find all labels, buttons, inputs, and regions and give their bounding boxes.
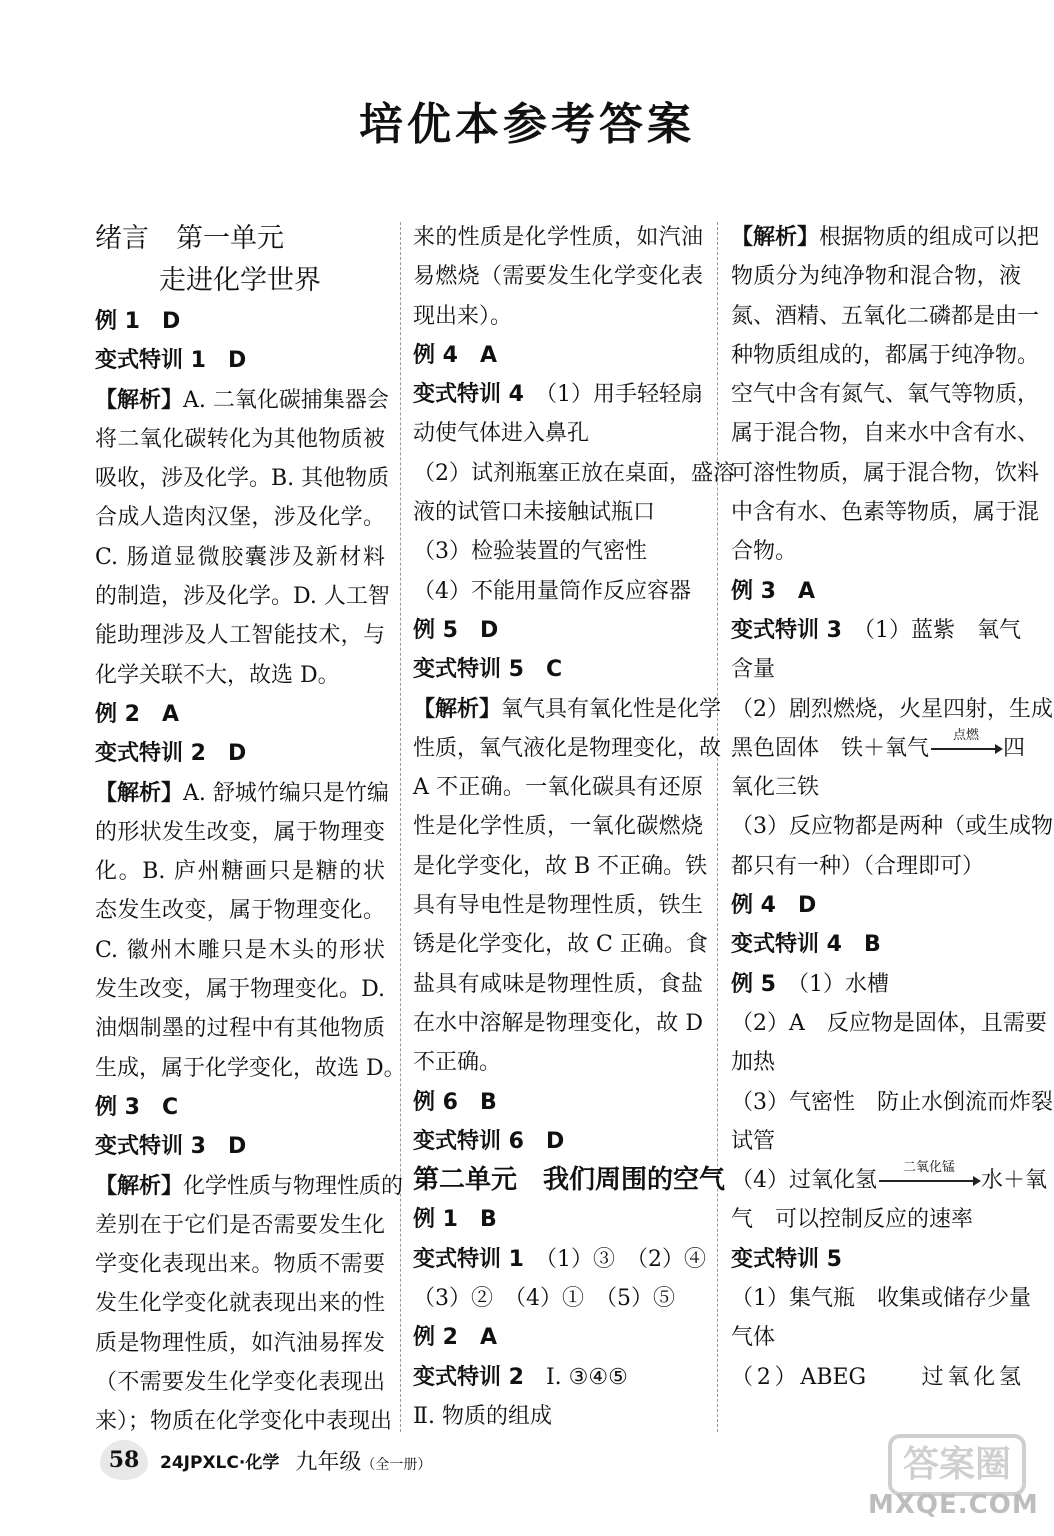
answer-line [95, 459, 390, 498]
book-code: 24JPXLC·化学 [160, 1452, 280, 1473]
answer-text: 例 3 C [95, 1094, 179, 1120]
answer-text: 化学关联不大，故选 D。 [95, 662, 340, 688]
answer-line [95, 1206, 385, 1245]
answer-line [95, 970, 385, 1009]
answer-text: Ⅰ. ③④⑤ [523, 1364, 628, 1390]
answer-line [95, 891, 385, 930]
answer-line [413, 690, 722, 729]
answer-text: 易燃烧（需要发生化学变化表 [413, 264, 703, 290]
answer-text: 发生改变，属于物理变化。D. [95, 977, 385, 1003]
answer-tag: 【解析】 [731, 225, 820, 250]
answer-text: 例 2 A [95, 701, 179, 727]
answer-text: 在水中溶解是物理变化，故 D [413, 1010, 703, 1036]
answer-text: 变式特训 1 D [95, 348, 247, 374]
answer-text: 例 6 B [413, 1089, 497, 1115]
answer-text: 来）；物质在化学变化中表现出 [95, 1409, 393, 1435]
column-divider [717, 222, 718, 1432]
answer-line [731, 925, 1021, 964]
answer-line [731, 1160, 1048, 1200]
answer-line [413, 257, 703, 296]
answer-text: 例 4 A [413, 342, 497, 368]
answer-text: 氮、酒精、五氧化二磷都是由一 [731, 303, 1040, 329]
answer-line [413, 414, 703, 453]
reaction-condition: 点燃 [953, 727, 980, 743]
answer-text: 化。B. 庐州糖画只是糖的状 [95, 859, 385, 885]
answer-text: 变式特训 5 C [413, 657, 563, 683]
answer-text: （2）ABEG 过氧化氢 [731, 1364, 1021, 1390]
answer-text: 含量 [731, 657, 776, 683]
answer-line [731, 375, 1040, 414]
answer-line [95, 1127, 385, 1166]
answer-text: 学变化表现出来。物质不需要 [95, 1252, 385, 1278]
answer-line [731, 454, 1040, 493]
answer-column-3 [731, 218, 1053, 1397]
answer-text: （3）反应物都是两种（或生成物 [731, 814, 1053, 840]
answer-tag: 变式特训 3 [731, 617, 842, 643]
answer-text: （3）气密性 防止水倒流而炸裂 [731, 1089, 1053, 1115]
answer-line [731, 768, 1021, 807]
answer-line [413, 1358, 703, 1397]
answer-text: （4）不能用量筒作反应容器 [413, 578, 691, 604]
answer-text: 差别在于它们是否需要发生化 [95, 1212, 385, 1238]
answer-text: Ⅱ. 物质的组成 [413, 1403, 552, 1429]
answer-text: 盐具有咸味是物理性质，食盐 [413, 971, 703, 997]
answer-line [731, 886, 1021, 925]
answer-text: 的制造，涉及化学。D. 人工智 [95, 584, 390, 610]
answer-line [95, 616, 385, 655]
answer-line [413, 218, 703, 257]
answer-text: 可溶性物质，属于混合物，饮料 [731, 460, 1040, 486]
page-title: 培优本参考答案 [359, 99, 695, 150]
answer-text: （2）A 反应物是固体，且需要 [731, 1010, 1047, 1036]
answer-line [413, 1083, 703, 1122]
answer-line [413, 336, 703, 375]
answer-line [95, 341, 385, 380]
answer-text: 物质分为纯净物和混合物，液 [731, 264, 1021, 290]
answer-line [731, 218, 1040, 257]
answer-text: 例 1 B [413, 1207, 497, 1233]
answer-text: 生成，属于化学变化，故选 D。 [95, 1055, 406, 1081]
answer-text: 气体 [731, 1325, 776, 1351]
answer-text: 将二氧化碳转化为其他物质被 [95, 426, 385, 452]
answer-line [413, 886, 703, 925]
answer-line [731, 297, 1040, 336]
answer-line [413, 1279, 703, 1318]
answer-line [731, 1240, 1021, 1279]
answer-text: C. 肠道显微胶囊涉及新材料 [95, 544, 385, 570]
answer-text: 性是化学性质，一氧化碳燃烧 [413, 814, 703, 840]
answer-text: 氧化三铁 [731, 775, 820, 801]
answer-tag: 【解析】 [95, 387, 184, 413]
answer-text: 化学性质与物理性质的 [183, 1173, 404, 1199]
answer-text: 具有导电性是物理性质，铁生 [413, 893, 703, 919]
answer-text: （3）检验装置的气密性 [413, 539, 647, 565]
answer-text: 绪言 第一单元 [95, 223, 284, 254]
answer-line [731, 690, 1053, 729]
answer-line [95, 302, 385, 341]
answer-line [731, 1279, 1031, 1318]
answer-text: 种物质组成的，都属于纯净物。 [731, 342, 1040, 368]
answer-line [731, 493, 1040, 532]
answer-text: 锈是化学变化，故 C 正确。食 [413, 932, 708, 958]
answer-text: 第二单元 我们周围的空气 [413, 1165, 726, 1196]
answer-line [731, 1358, 1021, 1397]
reaction-condition: 二氧化锰 [902, 1160, 955, 1176]
answer-text: 变式特训 6 D [413, 1128, 565, 1154]
answer-text: 例 4 D [731, 893, 817, 919]
answer-line [95, 381, 389, 420]
answer-line [95, 1088, 385, 1127]
answer-line [413, 454, 735, 493]
answer-line [95, 218, 385, 260]
answer-text: 气 可以控制反应的速率 [731, 1207, 974, 1233]
answer-line [95, 420, 385, 459]
answer-text: （3）② （4）① （5）⑤ [413, 1286, 675, 1312]
answer-text: 变式特训 3 D [95, 1134, 247, 1160]
answer-text: 变式特训 5 [731, 1246, 842, 1272]
answer-text: 吸收，涉及化学。B. 其他物质 [95, 466, 390, 492]
watermark-logo [868, 1430, 1038, 1528]
answer-text: （2）剧烈燃烧，火星四射，生成 [731, 696, 1053, 722]
answer-text: 例 5 D [413, 617, 499, 643]
answer-line [413, 493, 703, 532]
answer-tag: 变式特训 1 [413, 1246, 524, 1272]
answer-line [95, 577, 390, 616]
answer-text: 都只有一种）（合理即可） [731, 853, 985, 879]
answer-text: （1）蓝紫 氧气 [841, 617, 1022, 643]
answer-text: 能助理涉及人工智能技术，与 [95, 623, 385, 649]
answer-line [95, 498, 385, 537]
answer-line [413, 297, 703, 336]
page-footer [100, 1438, 431, 1482]
answer-line [413, 1122, 703, 1161]
answer-line [95, 774, 389, 813]
answer-line [731, 257, 1021, 296]
answer-text: 不正确。 [413, 1050, 502, 1076]
answer-text: （4）过氧化氢 [731, 1168, 877, 1194]
answer-line [731, 1004, 1047, 1043]
answer-text: 态发生改变，属于物理变化。 [95, 898, 385, 924]
answer-text: 例 1 D [95, 309, 181, 334]
answer-line [413, 532, 703, 571]
answer-text: （1）用手轻轻扇 [523, 382, 704, 408]
answer-line [413, 807, 703, 846]
answer-text: 油烟制墨的过程中有其他物质 [95, 1016, 385, 1042]
answer-line [413, 1200, 703, 1239]
answer-line [413, 1004, 703, 1043]
answer-text: 性质，氧气液化是物理变化，故 [413, 735, 722, 761]
answer-tag: 例 5 [731, 971, 776, 997]
answer-tag: 变式特训 2 [413, 1364, 524, 1390]
answer-text: 四 [1003, 735, 1026, 761]
answer-text: 空气中含有氮气、氧气等物质， [731, 382, 1040, 408]
answer-line [413, 847, 708, 886]
answer-line [731, 847, 1021, 886]
answer-line [731, 414, 1040, 453]
answer-text: 的形状发生改变，属于物理变 [95, 819, 385, 845]
answer-tag: 变式特训 4 [413, 382, 524, 408]
answer-line [413, 965, 703, 1004]
answer-text: A. 舒城竹编只是竹编 [183, 780, 389, 806]
answer-line [731, 1318, 1021, 1357]
answer-line [413, 375, 703, 414]
answer-line [95, 1009, 385, 1048]
answer-line [413, 572, 703, 611]
answer-line [731, 532, 1021, 571]
answer-tag: 【解析】 [95, 780, 184, 806]
answer-line [95, 734, 385, 773]
answer-line [413, 650, 703, 689]
answer-line [95, 538, 385, 577]
answer-line [413, 925, 708, 964]
reaction-arrow [931, 727, 1001, 750]
answer-text: 合成人造肉汉堡，涉及化学。 [95, 505, 385, 531]
answer-text: C. 徽州木雕只是木头的形状 [95, 937, 385, 963]
watermark-site: MXQE.COM [868, 1490, 1039, 1520]
answer-text: 现出来）。 [413, 303, 513, 329]
answer-line [95, 813, 385, 852]
answer-text: 动使气体进入鼻孔 [413, 421, 590, 447]
answer-line [731, 336, 1040, 375]
answer-line [731, 1122, 1021, 1161]
watermark-mark: 答案圈 [888, 1434, 1026, 1496]
answer-line [731, 1043, 1021, 1082]
answer-line [95, 1324, 385, 1363]
answer-line [413, 1397, 703, 1436]
answer-line [731, 965, 1021, 1004]
answer-text: 质是物理性质，如汽油易挥发 [95, 1330, 385, 1356]
answer-text: （2）试剂瓶塞正放在桌面，盛溶 [413, 460, 735, 486]
answer-text: （1）水槽 [775, 971, 889, 997]
grade-sub: （全一册） [361, 1456, 432, 1473]
reaction-arrow [879, 1160, 979, 1182]
answer-text: 例 2 A [413, 1325, 497, 1351]
answer-line [95, 1167, 404, 1206]
answer-tag: 【解析】 [413, 696, 502, 722]
answer-line [95, 695, 385, 734]
answer-column-1 [95, 218, 406, 1442]
answer-text: 属于混合物，自来水中含有水、 [731, 421, 1040, 447]
answer-text: 合物。 [731, 539, 798, 565]
answer-line [413, 611, 703, 650]
answer-text: 液的试管口未接触试瓶口 [413, 500, 656, 526]
answer-line [731, 611, 1021, 650]
answer-line [95, 260, 385, 302]
answer-line [731, 650, 1021, 689]
answer-text: 水＋氧 [981, 1168, 1048, 1194]
answer-line [731, 727, 1026, 768]
answer-text: （1）③ （2）④ [523, 1246, 706, 1272]
answer-column-2 [413, 218, 735, 1436]
answer-line [413, 729, 722, 768]
page-number: 58 [100, 1440, 148, 1480]
answer-text: 是化学变化，故 B 不正确。铁 [413, 853, 708, 879]
answer-line [95, 931, 385, 970]
answer-text: 变式特训 4 B [731, 932, 881, 958]
answer-text: 走进化学世界 [159, 265, 321, 296]
answer-tag: 【解析】 [95, 1173, 184, 1199]
answer-line [413, 1161, 726, 1200]
answer-text: 根据物质的组成可以把 [819, 225, 1040, 250]
answer-text: 来的性质是化学性质，如汽油 [413, 225, 703, 250]
answer-text: （1）集气瓶 收集或储存少量 [731, 1286, 1031, 1312]
answer-text: 例 3 A [731, 578, 815, 604]
answer-text: 加热 [731, 1050, 776, 1076]
grade-label [295, 1445, 431, 1476]
answer-line [95, 852, 385, 891]
answer-line [95, 1284, 385, 1323]
answer-text: （不需要发生化学变化表现出 [95, 1370, 385, 1396]
answer-text: 氧气具有氧化性是化学 [501, 696, 722, 722]
answer-line [95, 1245, 385, 1284]
column-divider [400, 222, 401, 1432]
answer-text: 黑色固体 铁＋氧气 [731, 735, 930, 761]
answer-text: 中含有水、色素等物质，属于混 [731, 500, 1040, 526]
answer-text: A 不正确。一氧化碳具有还原 [413, 775, 703, 801]
answer-line [95, 1049, 406, 1088]
answer-text: 试管 [731, 1128, 776, 1154]
answer-line [413, 768, 703, 807]
answer-line [731, 1083, 1053, 1122]
answer-line [413, 1240, 706, 1279]
answer-line [731, 572, 1021, 611]
answer-line [413, 1318, 703, 1357]
answer-line [95, 656, 385, 695]
answer-line [95, 1363, 385, 1402]
answer-line [413, 1043, 703, 1082]
answer-line [95, 1402, 393, 1441]
grade-text: 九年级 [295, 1449, 362, 1475]
answer-line [731, 807, 1053, 846]
answer-text: 发生化学变化就表现出来的性 [95, 1291, 385, 1317]
answer-text: A. 二氧化碳捕集器会 [183, 387, 389, 413]
answer-line [731, 1200, 1021, 1239]
answer-text: 变式特训 2 D [95, 741, 247, 767]
